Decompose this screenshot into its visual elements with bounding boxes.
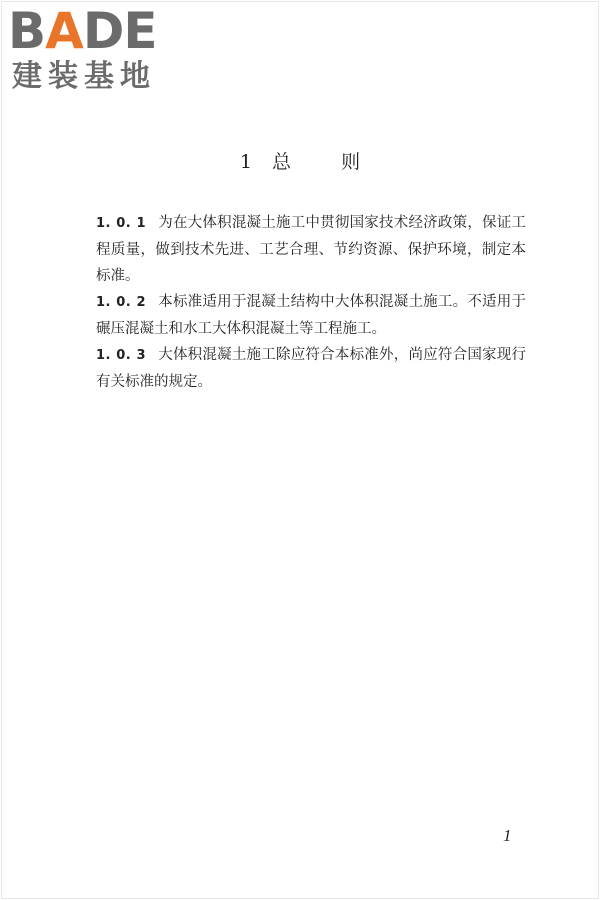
clause-number: 1. 0. 3	[96, 348, 147, 363]
clause	[96, 289, 526, 342]
clause-number: 1. 0. 2	[96, 295, 147, 310]
bade-logo	[8, 4, 178, 96]
clause-list	[96, 210, 526, 395]
chapter-heading	[0, 150, 600, 174]
chapter-title-part2: 则	[341, 151, 361, 173]
logo-letter: E	[123, 2, 157, 60]
clause-number: 1. 0. 1	[96, 216, 147, 231]
clause	[96, 342, 526, 395]
chapter-title-part1: 总	[272, 151, 292, 173]
page-number: 1	[503, 826, 512, 845]
chapter-number: 1	[239, 151, 252, 173]
logo-subtitle: 建装基地	[12, 59, 156, 94]
clause-text: 为在大体积混凝土施工中贯彻国家技术经济政策，保证工程质量，做到技术先进、工艺合理、节约资源、保护环境，制定本标准。	[96, 215, 526, 284]
clause-text: 大体积混凝土施工除应符合本标准外，尚应符合国家现行有关标准的规定。	[96, 347, 526, 390]
logo-wordmark	[8, 4, 157, 58]
clause-text: 本标准适用于混凝土结构中大体积混凝土施工。不适用于碾压混凝土和水工大体积混凝土等工程施工。	[96, 294, 526, 337]
logo-letter: D	[82, 2, 124, 60]
page-frame	[1, 1, 599, 899]
clause	[96, 210, 526, 289]
logo-letter-accent: A	[45, 2, 83, 60]
logo-letter: B	[8, 2, 46, 60]
